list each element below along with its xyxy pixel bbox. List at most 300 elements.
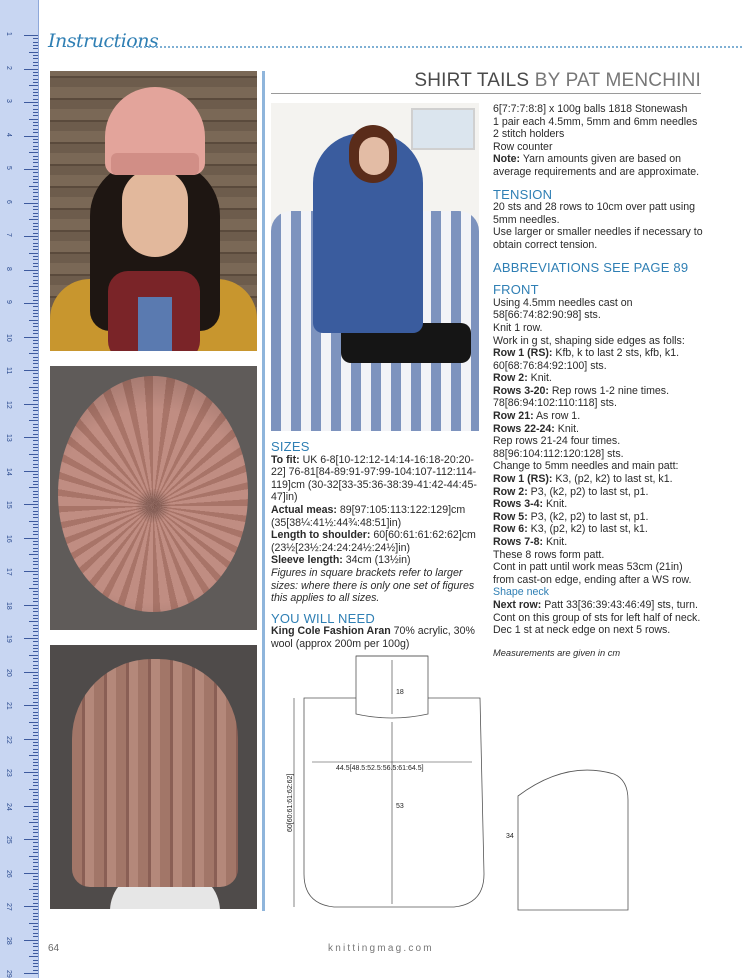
ruler-tick xyxy=(33,213,38,214)
ruler-tick xyxy=(33,45,38,46)
ruler-tick xyxy=(33,618,38,619)
ruler-tick xyxy=(33,943,38,944)
ruler-tick xyxy=(33,769,38,770)
patt-row: Row 6: K3, (p2, k2) to last st, k1. xyxy=(493,523,648,536)
ruler-tick xyxy=(33,631,38,632)
ruler-tick xyxy=(33,179,38,180)
ruler-tick xyxy=(33,517,38,518)
ruler-tick xyxy=(29,956,38,957)
ruler-tick xyxy=(24,203,38,204)
ruler-tick xyxy=(33,350,38,351)
ruler-tick xyxy=(33,115,38,116)
ruler-tick xyxy=(29,923,38,924)
ruler-tick xyxy=(24,571,38,572)
ruler-tick xyxy=(33,635,38,636)
ruler-tick xyxy=(33,360,38,361)
ruler-tick xyxy=(33,162,38,163)
you-will-need-heading: YOU WILL NEED xyxy=(271,610,375,626)
front-intro: Using 4.5mm needles cast on 58[66:74:82:90:98] sts. xyxy=(493,296,633,322)
ruler-tick xyxy=(33,832,38,833)
ruler-tick xyxy=(33,869,38,870)
ruler-tick xyxy=(24,605,38,606)
ruler-tick xyxy=(33,38,38,39)
ruler-tick xyxy=(24,69,38,70)
ruler-tick xyxy=(33,708,38,709)
ruler-tick xyxy=(33,132,38,133)
ruler-tick xyxy=(33,400,38,401)
ruler-tick xyxy=(29,621,38,622)
ruler-number: 16 xyxy=(5,534,12,543)
ruler-tick xyxy=(33,581,38,582)
width-measure: 44.5[48.5:52.5:56.5:61:64.5] xyxy=(336,765,424,772)
row-line: Rows 22-24: Knit. xyxy=(493,422,579,435)
ruler-tick xyxy=(33,608,38,609)
ruler-number: 17 xyxy=(5,568,12,576)
patt-row: Row 1 (RS): K3, (p2, k2) to last st, k1. xyxy=(493,473,673,486)
ruler-tick xyxy=(33,625,38,626)
end-line: Dec 1 st at neck edge on next 5 rows. xyxy=(493,624,671,637)
ruler-number: 22 xyxy=(5,735,12,744)
stitch-count: 60[68:76:84:92:100] sts. xyxy=(493,359,607,372)
cont-line: Cont in patt until work meas 53cm (21in) from cast-on edge, ending after a WS row. xyxy=(493,561,692,586)
ruler-tick xyxy=(33,715,38,716)
ruler-number: 23 xyxy=(5,769,12,777)
ruler-tick xyxy=(33,886,38,887)
row-line: Row 2: Knit. xyxy=(493,372,552,385)
ruler-tick xyxy=(24,873,38,874)
ruler-tick xyxy=(33,233,38,234)
ruler-tick xyxy=(33,263,38,264)
ruler-tick xyxy=(33,42,38,43)
ruler-tick xyxy=(33,417,38,418)
ruler-tick xyxy=(33,799,38,800)
ruler-tick xyxy=(33,283,38,284)
ruler-tick xyxy=(33,795,38,796)
ruler-tick xyxy=(33,661,38,662)
sizes-note: Figures in square brackets refer to larger sizes: where there is only one set of figures this applies to all sizes. xyxy=(271,566,475,605)
ruler-tick xyxy=(33,826,38,827)
ruler-tick xyxy=(33,477,38,478)
ruler-number: 18 xyxy=(5,601,12,610)
tension-line: Use larger or smaller needles if necessary to obtain correct tension. xyxy=(493,226,703,251)
ruler-tick xyxy=(33,139,38,140)
ruler-tick xyxy=(24,806,38,807)
ruler-tick xyxy=(33,427,38,428)
ruler-tick xyxy=(29,521,38,522)
ruler-tick xyxy=(33,899,38,900)
ruler-tick xyxy=(33,695,38,696)
ruler-tick xyxy=(33,578,38,579)
ruler-tick xyxy=(33,256,38,257)
ruler-tick xyxy=(33,762,38,763)
ruler-number: 14 xyxy=(5,467,12,476)
ruler-tick xyxy=(33,62,38,63)
ruler-tick xyxy=(33,809,38,810)
ruler-tick xyxy=(33,159,38,160)
ruler-tick xyxy=(33,430,38,431)
ruler-tick xyxy=(33,223,38,224)
ruler-tick xyxy=(33,142,38,143)
ruler-tick xyxy=(33,849,38,850)
ruler-tick xyxy=(29,219,38,220)
ruler-tick xyxy=(24,136,38,137)
patt-row: Rows 3-4: Knit. xyxy=(493,498,568,511)
ruler-tick xyxy=(24,705,38,706)
ruler-tick xyxy=(33,913,38,914)
ruler-number: 11 xyxy=(5,367,12,375)
ruler-tick xyxy=(29,186,38,187)
patt-row: Row 5: P3, (k2, p2) to last st, p1. xyxy=(493,510,649,523)
ruler-tick xyxy=(33,611,38,612)
ruler-tick xyxy=(33,615,38,616)
sizes-heading: SIZES xyxy=(271,439,310,454)
ruler-tick xyxy=(33,749,38,750)
ruler-tick xyxy=(24,772,38,773)
ruler-tick xyxy=(33,92,38,93)
ruler-number: 2 xyxy=(5,65,12,70)
ruler-tick xyxy=(33,953,38,954)
tension-line: 20 sts and 28 rows to 10cm over patt using 5mm needles. xyxy=(493,201,695,226)
ruler-tick xyxy=(33,89,38,90)
ruler-tick xyxy=(33,534,38,535)
need-line: 1 pair each 4.5mm, 5mm and 6mm needles xyxy=(493,115,698,128)
ruler-tick xyxy=(33,665,38,666)
ruler-number: 5 xyxy=(5,166,12,170)
ruler-tick xyxy=(29,253,38,254)
ruler-tick xyxy=(33,678,38,679)
ruler-tick xyxy=(29,755,38,756)
ruler-tick xyxy=(29,789,38,790)
ruler-number: 3 xyxy=(5,99,12,103)
ruler-tick xyxy=(33,293,38,294)
ruler-tick xyxy=(29,420,38,421)
ruler-tick xyxy=(33,266,38,267)
ruler-tick xyxy=(33,447,38,448)
ruler-number: 7 xyxy=(5,233,12,237)
shape-neck-subheading: Shape neck xyxy=(493,586,549,599)
page-number: 64 xyxy=(48,943,60,954)
ruler-tick xyxy=(33,380,38,381)
ruler-tick xyxy=(29,889,38,890)
ruler-tick xyxy=(29,655,38,656)
ruler-tick xyxy=(33,591,38,592)
front-intro: Work in g st, shaping side edges as folls: xyxy=(493,334,685,347)
ruler-number: 20 xyxy=(5,668,12,677)
hat-model-photo xyxy=(50,71,257,351)
ruler-tick xyxy=(33,82,38,83)
ruler-tick xyxy=(33,199,38,200)
ruler-tick xyxy=(33,929,38,930)
ruler-tick xyxy=(33,414,38,415)
ruler-tick xyxy=(33,55,38,56)
ruler-tick xyxy=(33,846,38,847)
ruler-number: 29 xyxy=(5,970,12,978)
ruler-tick xyxy=(33,966,38,967)
ruler-tick xyxy=(33,862,38,863)
ruler-tick xyxy=(33,561,38,562)
ruler-tick xyxy=(33,859,38,860)
total-length-measure: 60[60:61:61:62:62] xyxy=(287,773,294,832)
ruler-tick xyxy=(33,249,38,250)
ruler-tick xyxy=(33,393,38,394)
pattern-name: SHIRT TAILS xyxy=(414,70,530,91)
ruler-tick xyxy=(33,75,38,76)
ruler-tick xyxy=(33,527,38,528)
ruler-tick xyxy=(33,209,38,210)
title-rule xyxy=(271,93,701,94)
ruler-tick xyxy=(33,58,38,59)
ruler-tick xyxy=(29,320,38,321)
need-line: Row counter xyxy=(493,140,553,153)
hat-crown-photo xyxy=(50,366,257,630)
ruler-tick xyxy=(33,903,38,904)
ruler-tick xyxy=(33,893,38,894)
ruler-tick xyxy=(33,782,38,783)
ruler-tick xyxy=(33,196,38,197)
ruler-tick xyxy=(33,48,38,49)
ruler-tick xyxy=(33,728,38,729)
ruler-tick xyxy=(33,125,38,126)
ruler-tick xyxy=(33,182,38,183)
ruler-tick xyxy=(33,243,38,244)
ruler-tick xyxy=(33,514,38,515)
ruler-tick xyxy=(33,584,38,585)
ruler-tick xyxy=(29,387,38,388)
website-url[interactable]: knittingmag.com xyxy=(328,943,434,954)
ruler-tick xyxy=(33,484,38,485)
ruler-number: 10 xyxy=(5,333,12,342)
ruler-tick xyxy=(24,973,38,974)
ruler-tick xyxy=(33,685,38,686)
measurements-note: Measurements are given in cm xyxy=(493,647,621,658)
ruler-tick xyxy=(33,651,38,652)
ruler-tick xyxy=(24,35,38,36)
ruler-number: 9 xyxy=(5,300,12,304)
ruler-tick xyxy=(33,347,38,348)
ruler-number: 26 xyxy=(5,869,12,878)
collar-measure: 18 xyxy=(396,689,404,696)
ruler-tick xyxy=(33,357,38,358)
ruler-tick xyxy=(33,296,38,297)
ruler-tick xyxy=(33,363,38,364)
ruler-tick xyxy=(33,524,38,525)
ruler-tick xyxy=(33,229,38,230)
ruler-tick xyxy=(33,367,38,368)
ruler-tick xyxy=(33,450,38,451)
ruler-number: 1 xyxy=(5,32,12,36)
sleeve-measure: 34 xyxy=(506,833,514,840)
ruler-tick xyxy=(33,494,38,495)
ruler-tick xyxy=(33,290,38,291)
ruler-tick xyxy=(33,112,38,113)
ruler-tick xyxy=(24,940,38,941)
ruler-tick xyxy=(33,444,38,445)
ruler-tick xyxy=(33,812,38,813)
ruler-tick xyxy=(24,672,38,673)
ruler-tick xyxy=(33,896,38,897)
ruler-tick xyxy=(33,326,38,327)
ruler-tick xyxy=(33,330,38,331)
ruler-tick xyxy=(33,313,38,314)
ruler-tick xyxy=(29,487,38,488)
ruler-tick xyxy=(33,434,38,435)
ruler xyxy=(0,0,39,978)
ruler-tick xyxy=(33,692,38,693)
ruler-tick xyxy=(33,779,38,780)
ruler-tick xyxy=(33,883,38,884)
ruler-tick xyxy=(33,156,38,157)
ruler-tick xyxy=(33,474,38,475)
ruler-tick xyxy=(29,353,38,354)
ruler-tick xyxy=(24,169,38,170)
ruler-tick xyxy=(33,343,38,344)
ruler-tick xyxy=(33,333,38,334)
ruler-tick xyxy=(33,323,38,324)
ruler-tick xyxy=(33,926,38,927)
ruler-tick xyxy=(33,735,38,736)
ruler-number: 13 xyxy=(5,434,12,442)
ruler-tick xyxy=(33,95,38,96)
yarn-line: King Cole Fashion Aran 70% acrylic, 30% wool (approx 200m per 100g) xyxy=(271,625,475,650)
ruler-tick xyxy=(29,722,38,723)
ruler-tick xyxy=(33,79,38,80)
ruler-tick xyxy=(24,739,38,740)
instructions-column xyxy=(493,103,705,659)
ruler-tick xyxy=(24,270,38,271)
need-line: 6[7:7:7:8:8] x 100g balls 1818 Stonewash xyxy=(493,103,688,115)
ruler-tick xyxy=(33,558,38,559)
ruler-tick xyxy=(33,497,38,498)
ruler-tick xyxy=(33,752,38,753)
ruler-tick xyxy=(33,340,38,341)
ruler-tick xyxy=(33,829,38,830)
ruler-tick xyxy=(33,460,38,461)
ruler-tick xyxy=(24,906,38,907)
row-line: Rows 3-20: Rep rows 1-2 nine times. xyxy=(493,384,670,397)
ruler-tick xyxy=(33,641,38,642)
ruler-tick xyxy=(33,410,38,411)
body-schematic xyxy=(284,652,494,914)
row-line: Row 21: As row 1. xyxy=(493,410,581,423)
ruler-tick xyxy=(33,129,38,130)
front-outline xyxy=(304,656,484,907)
ruler-tick xyxy=(33,377,38,378)
ruler-tick xyxy=(33,176,38,177)
ruler-tick xyxy=(33,876,38,877)
ruler-tick xyxy=(24,370,38,371)
ruler-tick xyxy=(33,950,38,951)
ruler-tick xyxy=(33,916,38,917)
tension-heading: TENSION xyxy=(493,186,553,202)
ruler-tick xyxy=(33,146,38,147)
end-line: Cont on this group of sts for left half of neck. xyxy=(493,611,701,624)
ruler-number: 27 xyxy=(5,903,12,911)
ruler-tick xyxy=(33,166,38,167)
ruler-tick xyxy=(33,745,38,746)
length-line: Length to shoulder: 60[60:61:61:62:62]cm (23½[23½:24:24:24½:24½]in) xyxy=(271,529,476,554)
ruler-tick xyxy=(33,99,38,100)
ruler-tick xyxy=(29,286,38,287)
ruler-tick xyxy=(24,471,38,472)
ruler-tick xyxy=(33,216,38,217)
ruler-tick xyxy=(33,551,38,552)
ruler-tick xyxy=(33,189,38,190)
ruler-tick xyxy=(29,856,38,857)
ruler-tick xyxy=(29,588,38,589)
ruler-tick xyxy=(33,963,38,964)
ruler-tick xyxy=(33,852,38,853)
ruler-number: 15 xyxy=(5,501,12,509)
patt-row: Rows 7-8: Knit. xyxy=(493,536,568,548)
ruler-tick xyxy=(33,507,38,508)
ruler-tick xyxy=(29,822,38,823)
ruler-tick xyxy=(29,85,38,86)
ruler-tick xyxy=(33,481,38,482)
ruler-tick xyxy=(33,759,38,760)
ruler-tick xyxy=(33,564,38,565)
ruler-tick xyxy=(33,648,38,649)
ruler-tick xyxy=(33,933,38,934)
pattern-title xyxy=(271,70,701,92)
ruler-tick xyxy=(33,816,38,817)
ruler-tick xyxy=(33,544,38,545)
ruler-tick xyxy=(33,765,38,766)
ruler-tick xyxy=(33,936,38,937)
header-dotted-rule xyxy=(132,46,742,48)
height-measure: 53 xyxy=(396,803,404,810)
sleeve-schematic xyxy=(500,760,632,914)
patt-row: Row 2: P3, (k2, p2) to last st, p1. xyxy=(493,485,649,498)
ruler-tick xyxy=(33,273,38,274)
ruler-tick xyxy=(33,501,38,502)
sleeve-outline xyxy=(518,770,628,910)
ruler-tick xyxy=(33,601,38,602)
ruler-tick xyxy=(33,109,38,110)
ruler-tick xyxy=(33,702,38,703)
ruler-tick xyxy=(33,548,38,549)
ruler-tick xyxy=(24,337,38,338)
ruler-tick xyxy=(33,122,38,123)
ruler-tick xyxy=(33,491,38,492)
rep-line: 88[96:104:112:120:128] sts. xyxy=(493,447,624,460)
fit-line: To fit: UK 6-8[10-12:12-14:14-16:18-20:20-22] 76-81[84-89:91-97:99-104:107-112:114-119]cm (30-32[33-35:36-38:39-41:42-44:45-47]in) xyxy=(271,453,477,504)
ruler-number: 4 xyxy=(5,132,12,137)
ruler-tick xyxy=(33,511,38,512)
ruler-tick xyxy=(33,259,38,260)
ruler-tick xyxy=(24,839,38,840)
rep-line: Change to 5mm needles and main patt: xyxy=(493,460,679,473)
ruler-tick xyxy=(33,594,38,595)
ruler-tick xyxy=(33,397,38,398)
ruler-tick xyxy=(24,236,38,237)
ruler-tick xyxy=(33,424,38,425)
ruler-tick xyxy=(33,457,38,458)
ruler-tick xyxy=(33,628,38,629)
ruler-tick xyxy=(33,785,38,786)
ruler-number: 21 xyxy=(5,702,12,710)
ruler-tick xyxy=(33,226,38,227)
ruler-number: 19 xyxy=(5,635,12,643)
ruler-tick xyxy=(33,725,38,726)
ruler-tick xyxy=(29,688,38,689)
ruler-tick xyxy=(33,206,38,207)
ruler-tick xyxy=(33,909,38,910)
ruler-tick xyxy=(33,645,38,646)
ruler-tick xyxy=(33,306,38,307)
abbreviations-heading: ABBREVIATIONS SEE PAGE 89 xyxy=(493,259,689,275)
ruler-tick xyxy=(33,390,38,391)
section-title: Instructions xyxy=(48,30,159,52)
